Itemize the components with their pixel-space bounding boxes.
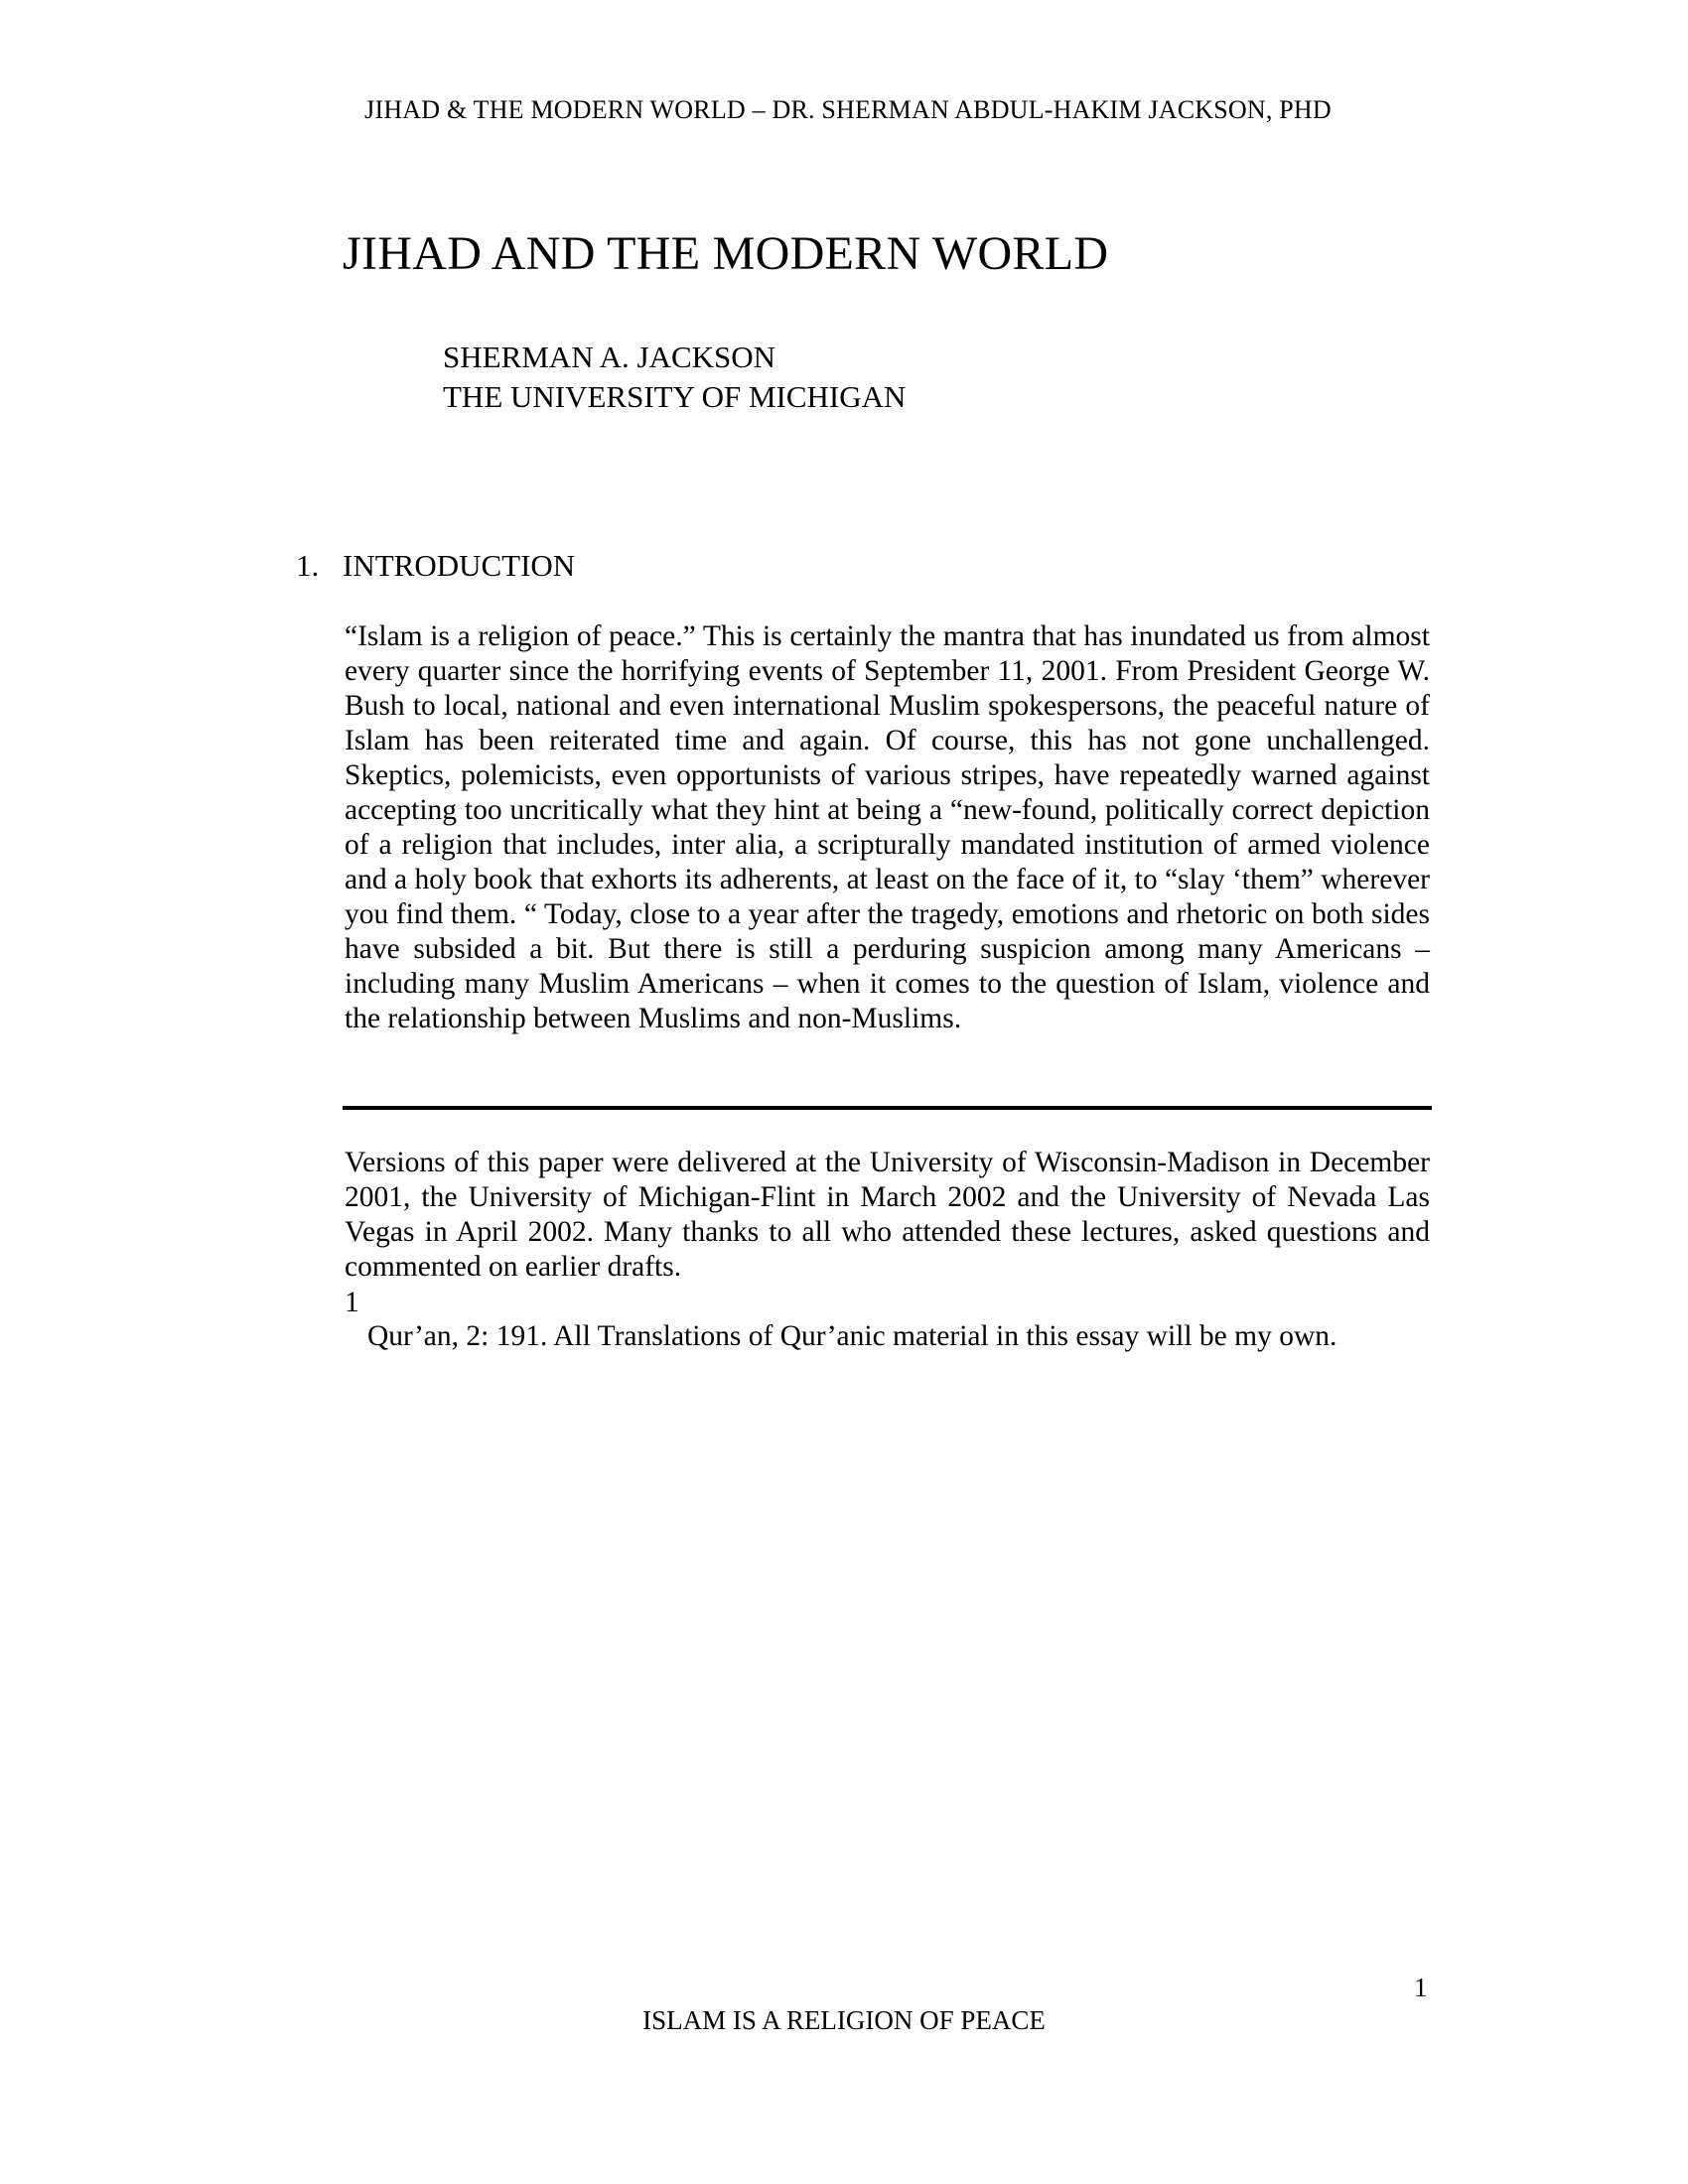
section-number: 1. (296, 548, 320, 583)
section-heading (296, 548, 575, 584)
running-footer: ISLAM IS A RELIGION OF PEACE (642, 2005, 1046, 2035)
footnote-versions: Versions of this paper were delivered at the University of Wisconsin-Madison in December 2001, the University of Michigan-Flint in March 2002 and the University of Nevada Las Vegas in April 2002. Many thanks to all who attended these lectures, asked questions and commented on earlier drafts. (345, 1147, 1430, 1283)
intro-paragraph: “Islam is a religion of peace.” This is certainly the mantra that has inundated us from almost every quarter since the horrifying events of September 11, 2001. From President George W. Bush to local, national and even international Muslim spokespersons, the peaceful nature of Islam has been reiterated time and again. Of course, this has not gone unchallenged. Skeptics, polemicists, even opportunists of various stripes, have repeatedly warned against accepting too uncritically what they hint at being a “new-found, politically correct depiction of a religion that includes, inter alia, a scripturally mandated institution of armed violence and a holy book that exhorts its adherents, at least on the face of it, to “slay ‘them” wherever you find them. “ Today, close to a year after the tragedy, emotions and rhetoric on both sides have subsided a bit. But there is still a perduring suspicion among many Americans – including many Muslim Americans – when it comes to the question of Islam, violence and the relationship between Muslims and non-Muslims. (345, 620, 1430, 1034)
running-header: JIHAD & THE MODERN WORLD – DR. SHERMAN ABDUL-HAKIM JACKSON, PHD (364, 95, 1332, 124)
document-title: JIHAD AND THE MODERN WORLD (343, 227, 1109, 280)
author-name: SHERMAN A. JACKSON (443, 340, 776, 374)
footnote-separator (343, 1106, 1432, 1110)
section-title: INTRODUCTION (343, 548, 576, 583)
footnote-marker: 1 (345, 1287, 359, 1318)
author-block (443, 338, 906, 417)
page-number: 1 (1414, 1973, 1428, 2002)
author-affiliation: THE UNIVERSITY OF MICHIGAN (443, 379, 907, 414)
footnote-1: Qur’an, 2: 191. All Translations of Qur’anic material in this essay will be my own. (367, 1320, 1337, 1352)
